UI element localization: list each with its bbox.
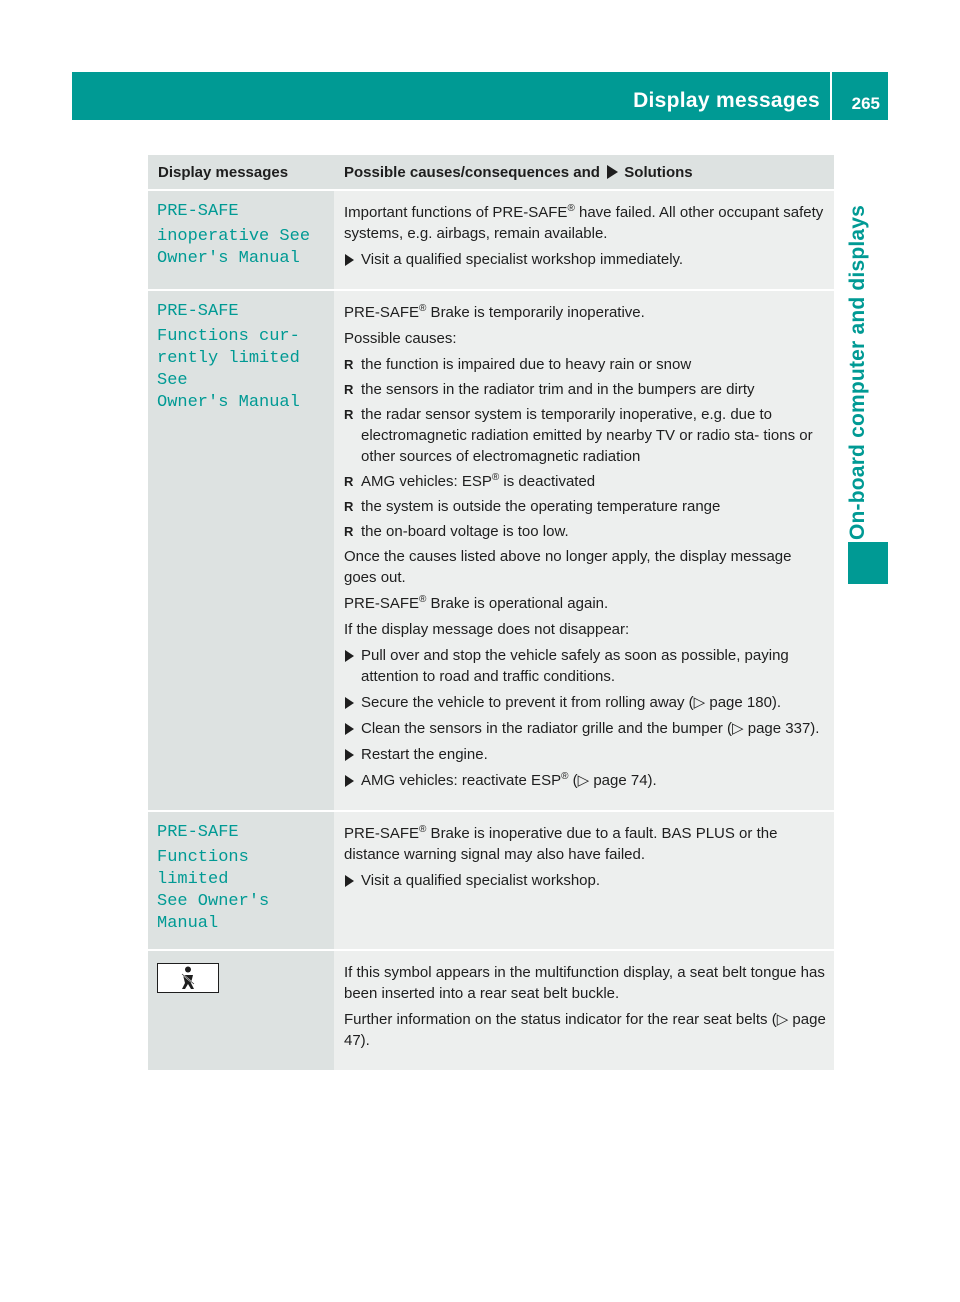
solution-cell: [334, 810, 834, 949]
cause-text: PRE-SAFE® Brake is operational again.: [344, 594, 609, 612]
display-message: Owner's Manual: [157, 393, 300, 412]
seat-belt-icon: [178, 966, 198, 990]
action-step: AMG vehicles: reactivate ESP® (▷ page 74).: [344, 770, 826, 791]
cause-text: Once the causes listed above no longer apply, the display message goes out.: [344, 548, 792, 586]
cause-text: If the display message does not disappear:: [344, 621, 630, 638]
header-divider: [830, 72, 832, 120]
display-messages-table: [148, 155, 834, 1070]
action-step: Visit a qualified specialist workshop immediately.: [344, 249, 826, 270]
bullet-item: R the sensors in the radiator trim and in the bumpers are dirty: [344, 379, 826, 400]
display-message: Functions limited: [157, 848, 249, 889]
message-cell: [148, 189, 334, 289]
display-message: Owner's Manual: [157, 249, 300, 268]
cause-text: PRE-SAFE® Brake is inoperative due to a fault. BAS PLUS or the distance warning signal may also have failed.: [344, 824, 778, 863]
solution-cell: [334, 289, 834, 810]
table-row: [148, 189, 834, 289]
display-message: PRE-SAFE: [157, 202, 239, 221]
message-cell: [148, 949, 334, 1070]
display-message: PRE-SAFE: [157, 823, 239, 842]
message-cell: [148, 810, 334, 949]
bullet-item: R the system is outside the operating temperature range: [344, 496, 826, 517]
action-step: Clean the sensors in the radiator grille and the bumper (▷ page 337).: [344, 718, 826, 739]
solution-cell: [334, 949, 834, 1070]
action-step: Visit a qualified specialist workshop.: [344, 870, 826, 891]
bullet-item: R AMG vehicles: ESP® is deactivated: [344, 471, 826, 492]
action-step: Secure the vehicle to prevent it from rolling away (▷ page 180).: [344, 692, 826, 713]
rear-seat-belt-indicator: [157, 963, 219, 993]
table-row: [148, 949, 834, 1070]
cause-text: If this symbol appears in the multifunction display, a seat belt tongue has been inserted into a rear seat belt buckle.: [344, 964, 825, 1002]
table-row: [148, 810, 834, 949]
bullet-item: R the on-board voltage is too low.: [344, 521, 826, 542]
cause-text: PRE-SAFE® Brake is temporarily inoperative.: [344, 303, 645, 321]
solution-cell: [334, 189, 834, 289]
header-bar: [72, 72, 888, 120]
cause-text: Further information on the status indicator for the rear seat belts (▷ page 47).: [344, 1011, 826, 1049]
bullet-item: R the function is impaired due to heavy rain or snow: [344, 354, 826, 375]
cause-text: Possible causes:: [344, 330, 457, 347]
display-message: Functions cur‐: [157, 327, 300, 346]
action-step: Pull over and stop the vehicle safely as soon as possible, paying attention to road and traffic conditions.: [344, 645, 826, 687]
bullet-item: R the radar sensor system is temporarily inoperative, e.g. due to electromagnetic radiation emitted by nearby TV or radio sta- tions or other sources of electromagnetic radiation: [344, 404, 826, 467]
arrow-right-icon: [607, 165, 618, 179]
cause-text: Important functions of PRE-SAFE® have failed. All other occupant safety systems, e.g. airbags, remain available.: [344, 203, 824, 242]
display-message: inoperative See: [157, 227, 311, 246]
page-number: 265: [851, 94, 880, 113]
page-section-title: Display messages: [633, 89, 820, 112]
display-message: See Owner's Manual: [157, 892, 270, 933]
table-row: [148, 289, 834, 810]
action-step: Restart the engine.: [344, 744, 826, 765]
display-message: rently limited See: [157, 349, 300, 390]
table-header-row: [148, 155, 834, 189]
side-tab-block: [848, 542, 888, 584]
side-tab-label: On-board computer and displays: [846, 204, 869, 540]
display-message: PRE-SAFE: [157, 302, 239, 321]
message-cell: [148, 289, 334, 810]
column-header-solutions: Possible causes/consequences and Solutions: [334, 155, 834, 189]
column-header-messages: Display messages: [148, 155, 334, 189]
